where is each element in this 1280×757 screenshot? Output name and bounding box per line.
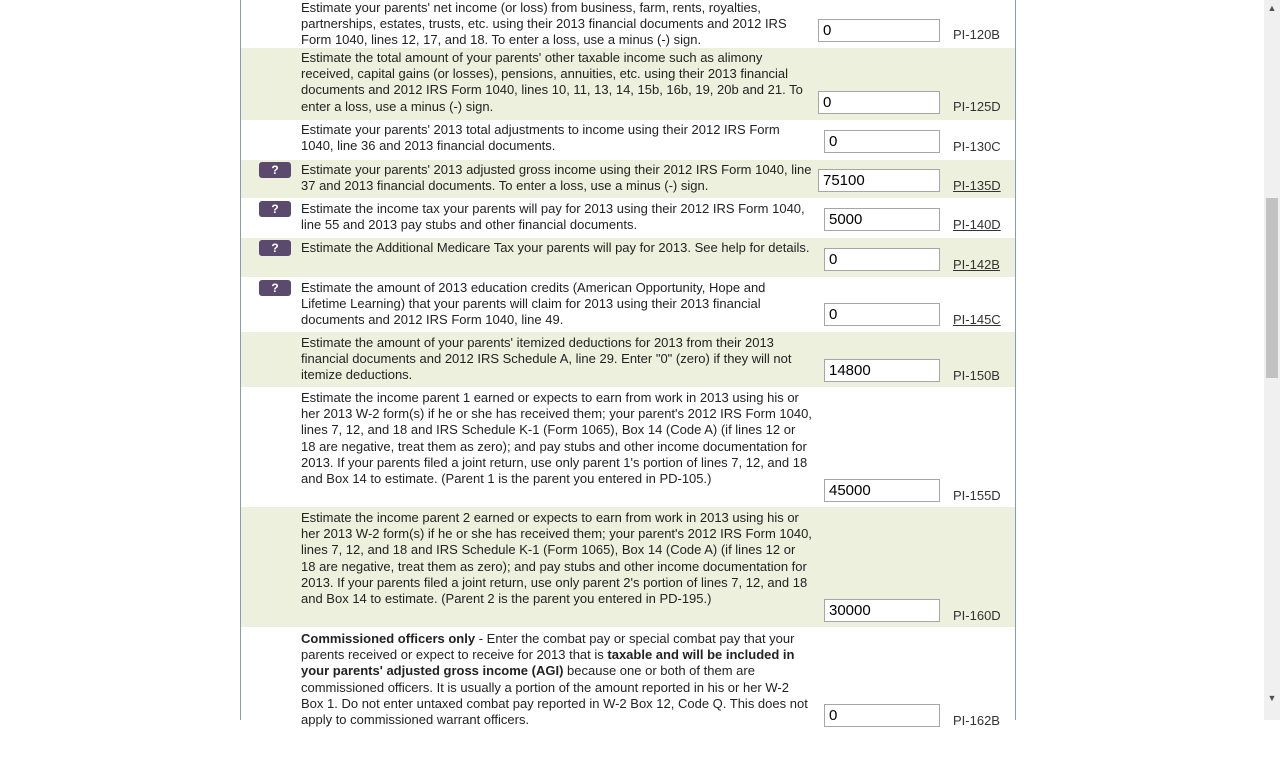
scroll-down-arrow-icon[interactable]: ▼ bbox=[1267, 693, 1277, 703]
vertical-scrollbar[interactable] bbox=[1264, 0, 1280, 720]
form-row-pi-142b bbox=[241, 238, 1015, 277]
question-text-part: because one or both of them are commissioned officers. It is usually a portion of the amount reported in his or her W-2 Box 1. Do not enter untaxed combat pay reported in W-2 Box 12, Code Q. This does not apply to commissioned warrant officers. bbox=[301, 663, 808, 728]
question-code: PI-160D bbox=[953, 608, 1001, 623]
question-code-link[interactable]: PI-140D bbox=[953, 217, 1001, 232]
form-row-pi-130c bbox=[241, 120, 1015, 160]
question-text: Estimate the total amount of your parents' other taxable income such as alimony received, capital gains (or losses), pensions, annuities, etc. using their 2013 financial documents and 2012 IRS Form 1040, lines 10, 11, 13, 14, 15b, 16b, 19, 20b and 21. To enter a loss, use a minus (-) sign. bbox=[301, 50, 803, 114]
question-bold-text: taxable and will be included in your parents' adjusted gross income (AGI) bbox=[301, 647, 795, 679]
parent-income-tax-input[interactable] bbox=[824, 208, 940, 231]
scroll-up-arrow-icon[interactable]: ▲ bbox=[1267, 3, 1277, 13]
question-text: Estimate the amount of your parents' itemized deductions for 2013 from their 2013 financial documents and 2012 IRS Schedule A, line 29. Enter "0" (zero) if they will not itemize deductions. bbox=[301, 335, 792, 383]
question-text: Estimate the income tax your parents will pay for 2013 using their 2012 IRS Form 1040, line 55 and 2013 pay stubs and other financial documents. bbox=[301, 201, 805, 233]
parent1-earned-income-input[interactable] bbox=[824, 479, 940, 502]
parent-other-income-input[interactable] bbox=[818, 91, 940, 114]
help-button[interactable]: ? bbox=[259, 162, 291, 178]
question-code: PI-150B bbox=[953, 368, 1000, 383]
question-code: PI-125D bbox=[953, 99, 1001, 114]
form-row-pi-135d bbox=[241, 160, 1015, 198]
question-code-link[interactable]: PI-142B bbox=[953, 257, 1000, 272]
form-row-pi-160d bbox=[241, 507, 1015, 627]
parent-medicare-tax-input[interactable] bbox=[824, 248, 940, 271]
question-text-part: - Enter the combat pay or special combat pay that your parents received or expect to receive for 2013 that is bbox=[301, 631, 795, 663]
question-code: PI-155D bbox=[953, 488, 1001, 503]
question-text: Estimate your parents' 2013 total adjustments to income using their 2012 IRS Form 1040, line 36 and 2013 financial documents. bbox=[301, 122, 780, 154]
question-text: Estimate the income parent 2 earned or expects to earn from work in 2013 using his or her 2013 W-2 form(s) if he or she has received them; your parent's 2012 IRS Form 1040, lines 7, 12, and 18 and IRS Schedule K-1 (Form 1065), Box 14 (Code A) (if lines 12 or 18 are negative, treat them as zero); and pay stubs and other income documentation for 2013. If your parents filed a joint return, use only parent 2's portion of lines 7, 12, and 18 and Box 14 to estimate. (Parent 2 is the parent you entered in PD-195.) bbox=[301, 510, 812, 607]
parent-income-form bbox=[240, 0, 1016, 728]
question-code: PI-130C bbox=[953, 139, 1001, 154]
question-text bbox=[301, 631, 813, 728]
question-code: PI-162B bbox=[953, 713, 1000, 728]
parent-itemized-deductions-input[interactable] bbox=[824, 359, 940, 382]
parent-combat-pay-input[interactable] bbox=[824, 704, 940, 727]
parent-education-credits-input[interactable] bbox=[824, 303, 940, 326]
question-text: Estimate your parents' 2013 adjusted gross income using their 2012 IRS Form 1040, line 37 and 2013 financial documents. To enter a loss, use a minus (-) sign. bbox=[301, 162, 812, 194]
form-row-pi-150b bbox=[241, 332, 1015, 387]
parent2-earned-income-input[interactable] bbox=[824, 599, 940, 622]
form-row-pi-140d bbox=[241, 198, 1015, 238]
form-row-pi-162b bbox=[241, 627, 1015, 757]
help-button[interactable]: ? bbox=[259, 240, 291, 256]
question-bold-text: Commissioned officers only bbox=[301, 631, 476, 646]
help-button[interactable]: ? bbox=[259, 280, 291, 296]
parent-agi-input[interactable] bbox=[818, 169, 940, 192]
form-row-pi-120b bbox=[241, 0, 1015, 48]
question-code: PI-120B bbox=[953, 27, 1000, 42]
question-text: Estimate the amount of 2013 education credits (American Opportunity, Hope and Lifetime Learning) that your parents will claim for 2013 using their 2013 financial documents and 2012 IRS Form 1040, line 49. bbox=[301, 280, 766, 328]
question-code-link[interactable]: PI-135D bbox=[953, 178, 1001, 193]
question-text: Estimate the income parent 1 earned or expects to earn from work in 2013 using his or her 2013 W-2 form(s) if he or she has received them; your parent's 2012 IRS Form 1040, lines 7, 12, and 18 and IRS Schedule K-1 (Form 1065), Box 14 (Code A) (if lines 12 or 18 are negative, treat them as zero); and pay stubs and other income documentation for 2013. If your parents filed a joint return, use only parent 1's portion of lines 7, 12, and 18 and Box 14 to estimate. (Parent 1 is the parent you entered in PD-105.) bbox=[301, 390, 812, 487]
question-text: Estimate the Additional Medicare Tax your parents will pay for 2013. See help for details. bbox=[301, 240, 810, 255]
form-row-pi-145c bbox=[241, 277, 1015, 332]
question-code-link[interactable]: PI-145C bbox=[953, 312, 1001, 327]
help-button[interactable]: ? bbox=[259, 201, 291, 217]
form-row-pi-155d bbox=[241, 387, 1015, 507]
scroll-thumb[interactable] bbox=[1266, 198, 1278, 378]
question-text: Estimate your parents' net income (or loss) from business, farm, rents, royalties, partnerships, estates, trusts, etc. using their 2013 financial documents and 2012 IRS Form 1040, lines 12, 17, and 18. To enter a loss, use a minus (-) sign. bbox=[301, 0, 787, 48]
form-row-pi-125d bbox=[241, 48, 1015, 120]
parent-business-income-input[interactable] bbox=[818, 19, 940, 42]
parent-adjustments-input[interactable] bbox=[824, 130, 940, 153]
